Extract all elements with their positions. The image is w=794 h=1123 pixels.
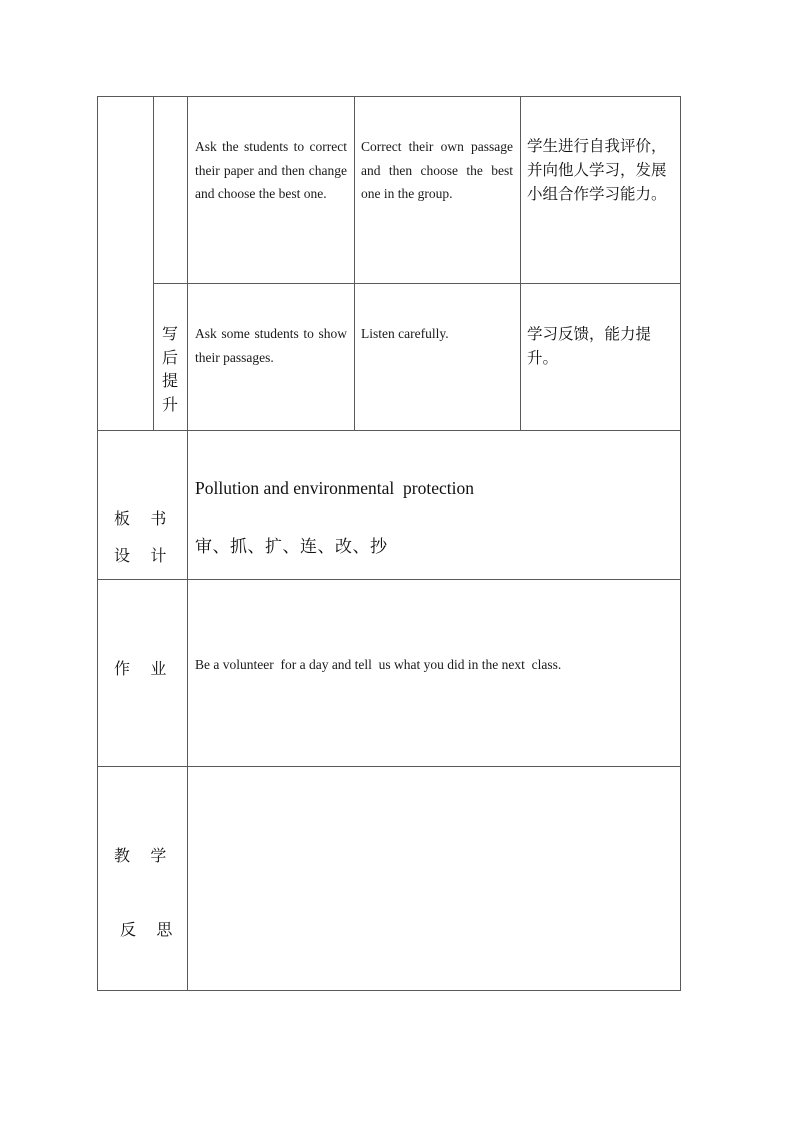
row-divider-inner bbox=[153, 283, 681, 284]
table-top-border bbox=[97, 96, 681, 97]
table-right-border bbox=[680, 96, 681, 991]
row1-teacher-activity: Ask the students to correct their paper and then change and choose the best one. bbox=[195, 139, 347, 201]
row1-purpose: 学生进行自我评价，并向他人学习，发展小组合作学习能力。 bbox=[527, 137, 667, 203]
table-left-border bbox=[97, 96, 98, 991]
row1-student-activity: Correct their own passage and then choose the best one in the group. bbox=[361, 139, 513, 201]
stage-column-divider bbox=[153, 96, 154, 431]
blackboard-title: Pollution and environmental protection bbox=[195, 478, 474, 498]
blackboard-label-line2: 设 计 bbox=[114, 546, 167, 565]
row2-purpose: 学习反馈，能力提升。 bbox=[527, 325, 652, 367]
activity-column-divider-2 bbox=[520, 96, 521, 431]
row2-stage-label: 写后提升 bbox=[161, 324, 178, 414]
table-bottom-border bbox=[97, 990, 681, 991]
row-divider-blackboard bbox=[97, 430, 681, 431]
row2-teacher-activity: Ask some students to show their passages. bbox=[195, 326, 347, 365]
reflection-label-line1: 教 学 bbox=[114, 846, 167, 865]
blackboard-steps: 审、抓、扩、连、改、抄 bbox=[195, 537, 388, 557]
row2-student-activity: Listen carefully. bbox=[361, 326, 449, 341]
row-divider-reflection bbox=[97, 766, 681, 767]
blackboard-label-line1: 板 书 bbox=[114, 509, 167, 528]
row-divider-homework bbox=[97, 579, 681, 580]
activity-column-divider-1 bbox=[354, 96, 355, 431]
homework-label: 作 业 bbox=[114, 659, 167, 678]
reflection-content-area bbox=[195, 780, 673, 980]
reflection-label-line2: 反 思 bbox=[120, 920, 173, 939]
label-column-divider bbox=[187, 96, 188, 991]
homework-text: Be a volunteer for a day and tell us what you did in the next class. bbox=[195, 657, 562, 672]
